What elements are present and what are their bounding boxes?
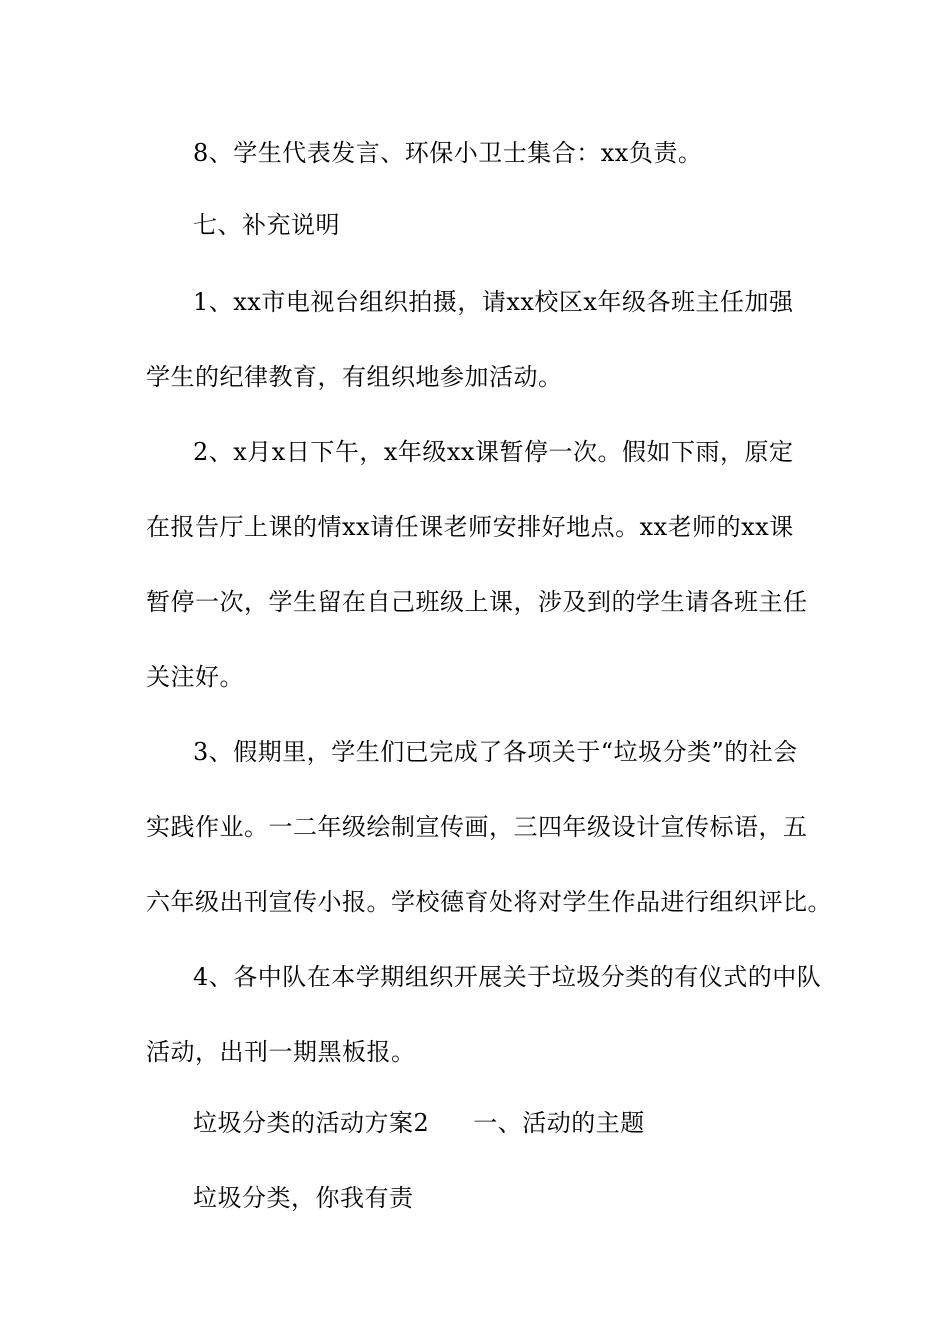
paragraph-4-line-2: 活动，出刊一期黑板报。 xyxy=(146,1038,416,1066)
plan-theme: 垃圾分类，你我有责 xyxy=(193,1184,414,1212)
plan-section-heading: 一、活动的主题 xyxy=(473,1109,645,1137)
paragraph-1-line-1: 1、xx市电视台组织拍摄，请xx校区x年级各班主任加强 xyxy=(193,288,794,316)
paragraph-2-line-2: 在报告厅上课的情xx请任课老师安排好地点。xx老师的xx课 xyxy=(146,513,794,541)
section-heading-supplement: 七、补充说明 xyxy=(193,211,340,239)
paragraph-4-line-1: 4、各中队在本学期组织开展关于垃圾分类的有仪式的中队 xyxy=(193,963,822,991)
paragraph-2-line-1: 2、x月x日下午，x年级xx课暂停一次。假如下雨，原定 xyxy=(193,438,794,466)
paragraph-1-line-2: 学生的纪律教育，有组织地参加活动。 xyxy=(146,363,563,391)
paragraph-2-line-4: 关注好。 xyxy=(146,663,244,691)
paragraph-3-line-3: 六年级出刊宣传小报。学校德育处将对学生作品进行组织评比。 xyxy=(146,888,832,916)
paragraph-3-line-2: 实践作业。一二年级绘制宣传画，三四年级设计宣传标语，五 xyxy=(146,813,808,841)
paragraph-2-line-3: 暂停一次，学生留在自己班级上课，涉及到的学生请各班主任 xyxy=(146,588,808,616)
paragraph-3-line-1: 3、假期里，学生们已完成了各项关于“垃圾分类”的社会 xyxy=(193,738,798,766)
plan-title: 垃圾分类的活动方案2 xyxy=(193,1109,430,1137)
plan-title-line xyxy=(193,1108,645,1138)
paragraph-item-8: 8、学生代表发言、环保小卫士集合：xx负责。 xyxy=(193,139,703,167)
